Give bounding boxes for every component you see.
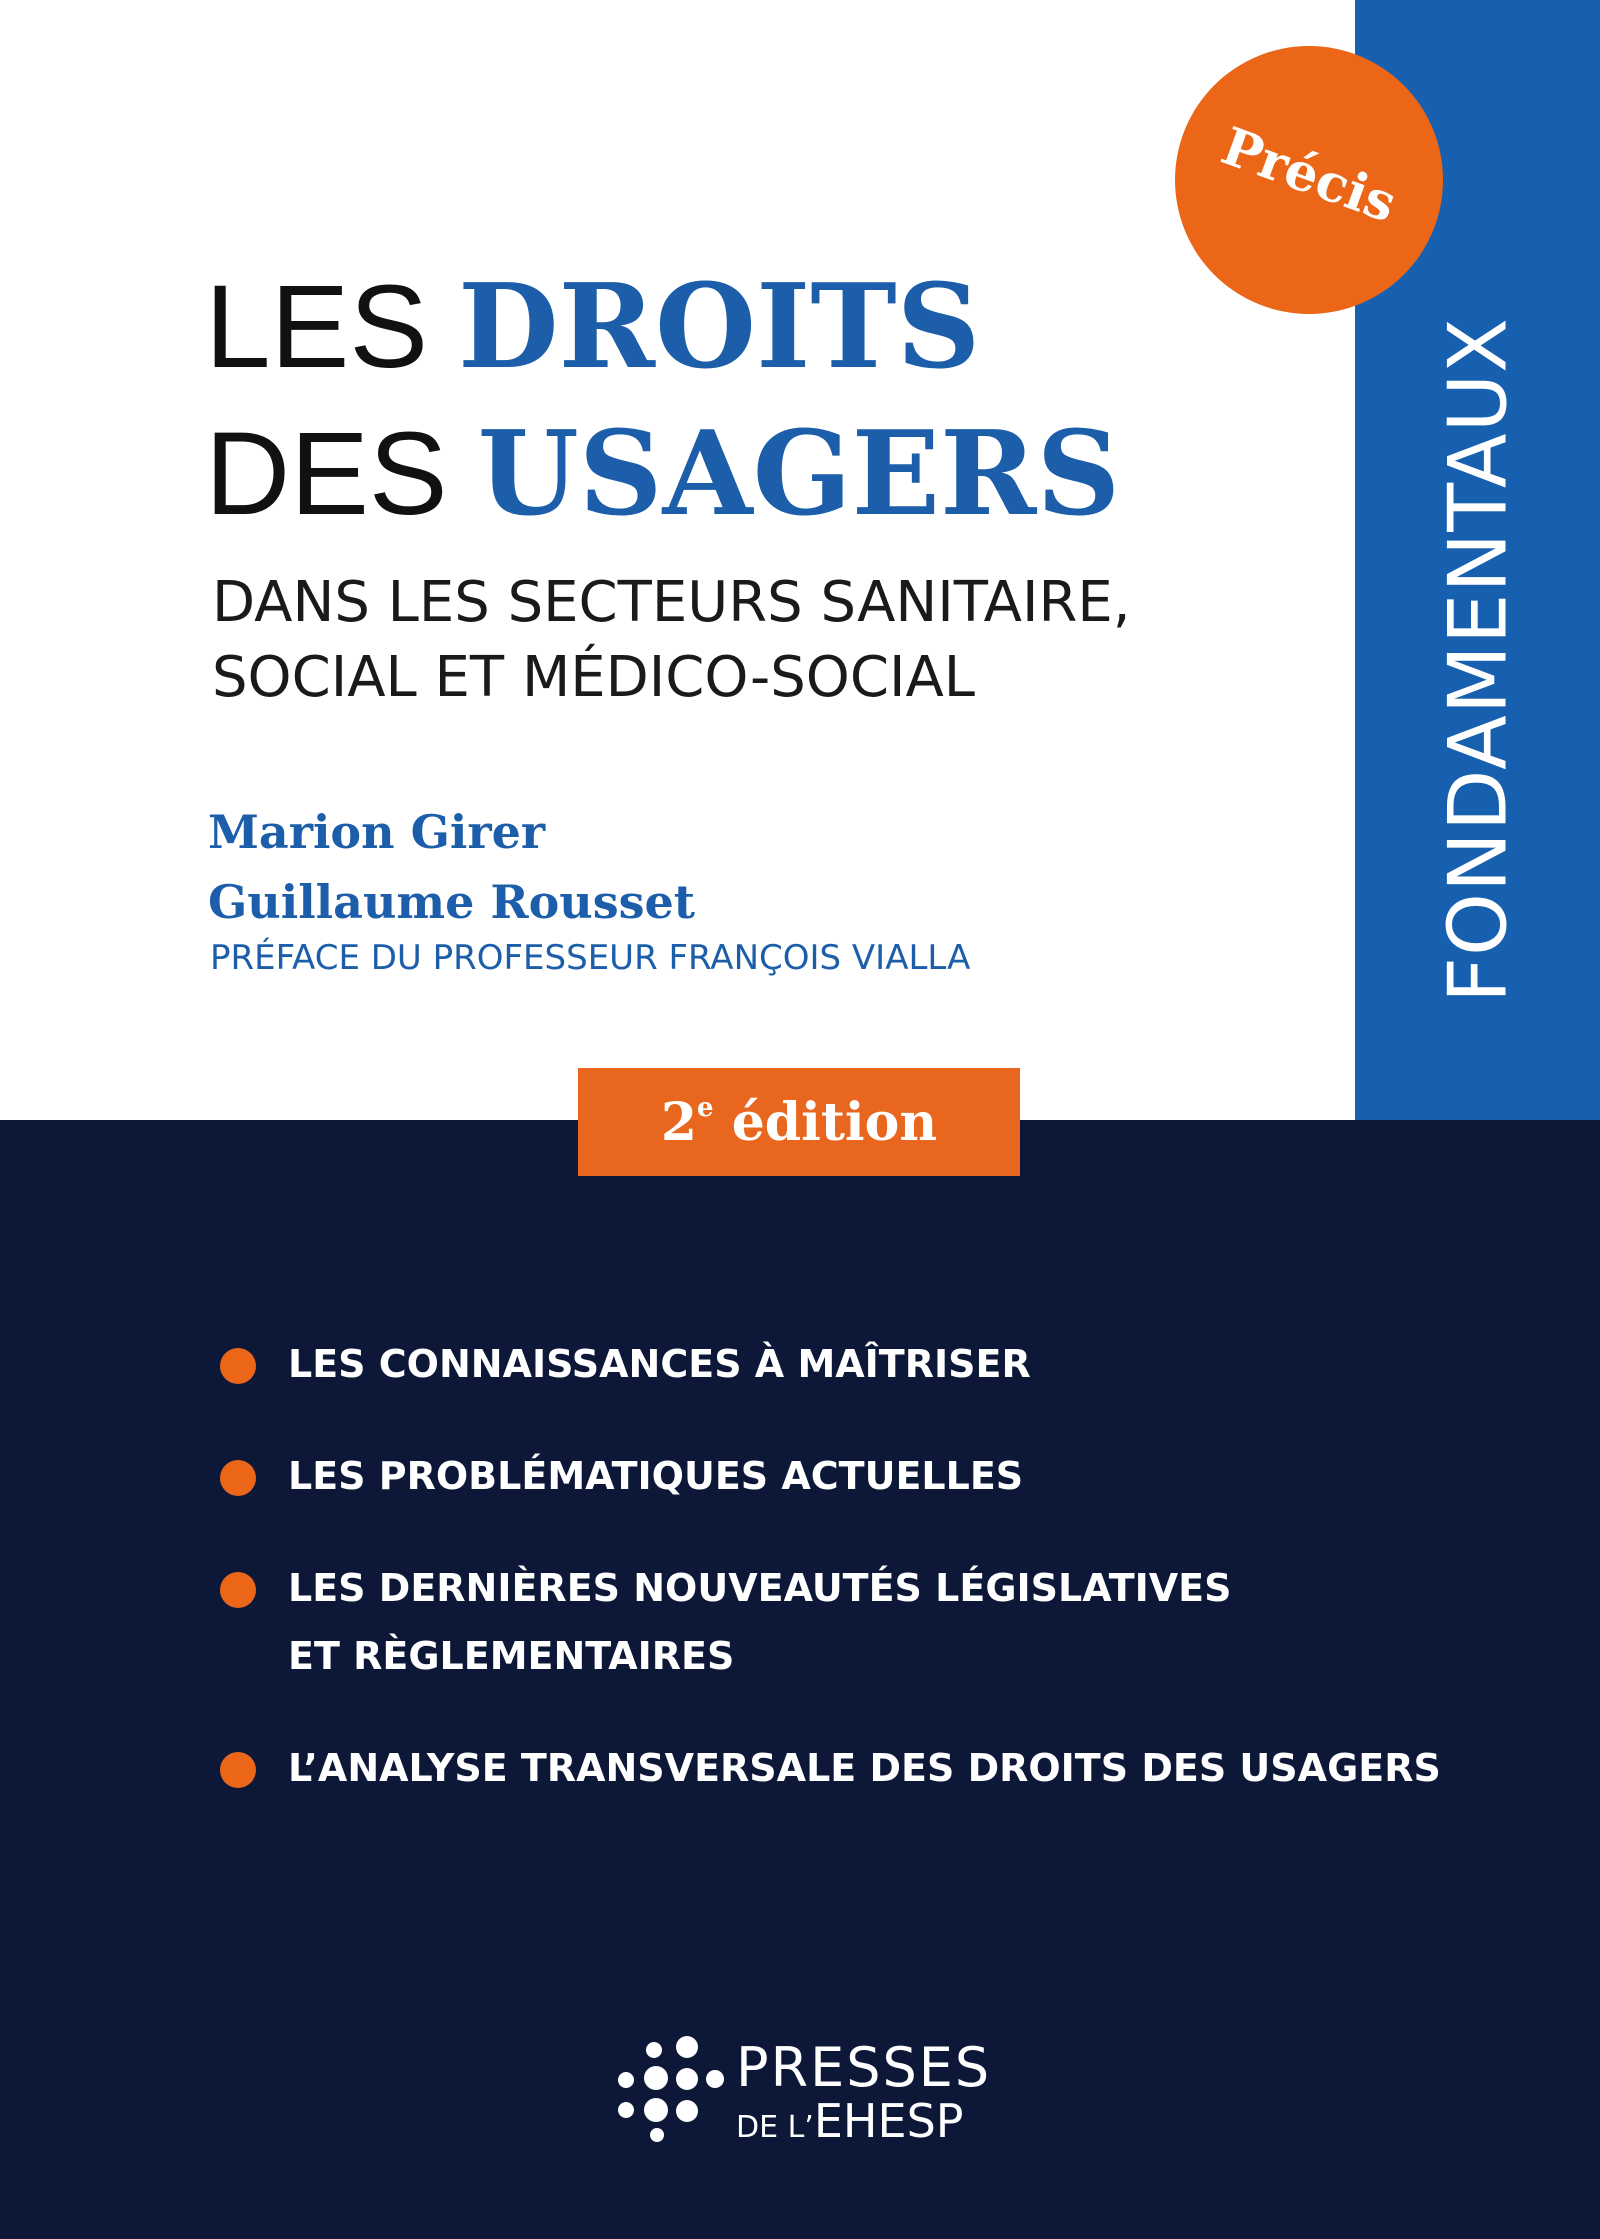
bullet-dot-icon <box>220 1752 256 1788</box>
feature-text-line-2: ET RÈGLEMENTAIRES <box>288 1634 735 1678</box>
publisher-name-line-2 <box>736 2094 964 2148</box>
feature-item <box>220 1330 1441 1398</box>
author-1: Marion Girer <box>208 805 546 859</box>
dots-logo-icon <box>618 2036 728 2146</box>
publisher-ehesp: EHESP <box>813 2094 964 2148</box>
bullet-dot-icon <box>220 1348 256 1384</box>
feature-text-line-1: LES DERNIÈRES NOUVEAUTÉS LÉGISLATIVES <box>288 1566 1232 1610</box>
feature-text: LES CONNAISSANCES À MAÎTRISER <box>288 1342 1031 1386</box>
edition-suffix: e <box>697 1092 714 1123</box>
title-line-2 <box>205 406 1121 542</box>
feature-item <box>220 1442 1441 1510</box>
title-usagers: USAGERS <box>477 406 1121 542</box>
title-les: LES <box>205 261 429 393</box>
series-label: FONDAMENTAUX <box>1431 317 1525 1003</box>
title-des: DES <box>205 408 448 540</box>
precis-badge <box>1175 46 1443 314</box>
bullet-dot-icon <box>220 1572 256 1608</box>
author-2: Guillaume Rousset <box>208 875 696 929</box>
feature-list <box>220 1330 1441 1846</box>
subtitle-line-1: DANS LES SECTEURS SANITAIRE, <box>212 570 1131 635</box>
edition-label <box>661 1092 937 1153</box>
title-droits: DROITS <box>458 259 981 395</box>
publisher-logo <box>618 2036 998 2146</box>
edition-word: édition <box>731 1091 938 1153</box>
bullet-dot-icon <box>220 1460 256 1496</box>
publisher-name-line-1: PRESSES <box>736 2036 992 2099</box>
title-line-1 <box>205 259 981 395</box>
subtitle-line-2: SOCIAL ET MÉDICO-SOCIAL <box>212 645 975 710</box>
feature-text: L’ANALYSE TRANSVERSALE DES DROITS DES USAGERS <box>288 1746 1441 1790</box>
feature-text: LES PROBLÉMATIQUES ACTUELLES <box>288 1454 1024 1498</box>
preface-credit: PRÉFACE DU PROFESSEUR FRANÇOIS VIALLA <box>210 938 971 978</box>
edition-badge <box>578 1068 1020 1176</box>
feature-item <box>220 1734 1441 1802</box>
precis-badge-label: Précis <box>1213 115 1405 235</box>
publisher-de: DE L’ <box>736 2110 814 2145</box>
feature-item <box>220 1554 1441 1690</box>
edition-number: 2 <box>660 1091 698 1153</box>
